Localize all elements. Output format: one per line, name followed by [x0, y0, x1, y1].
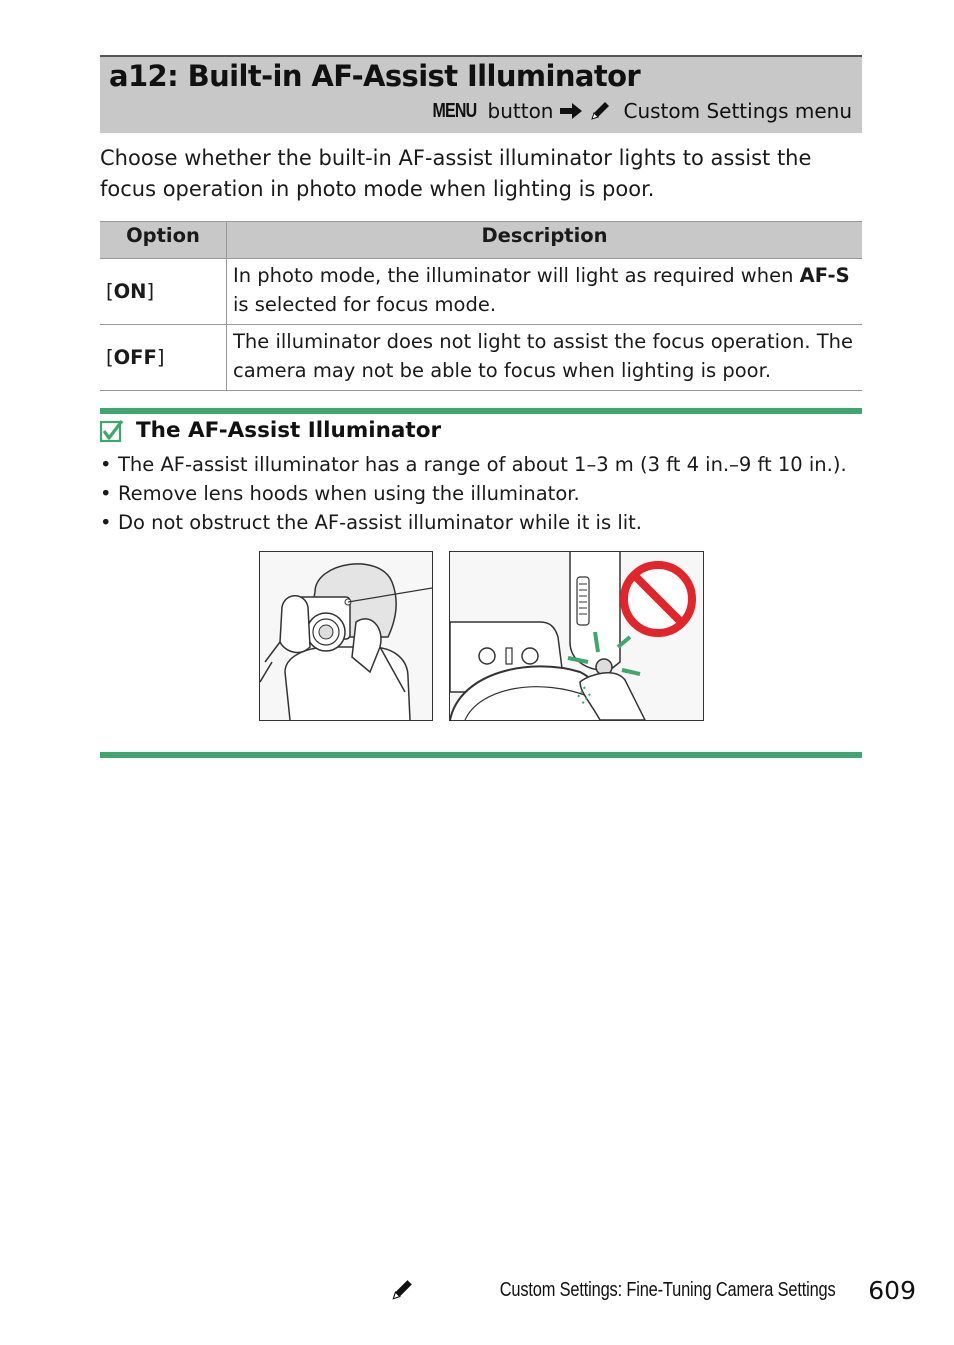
- menu-name: Custom Settings menu: [623, 99, 852, 123]
- menu-button-label: MENU: [432, 99, 477, 122]
- photographer-illustration: [259, 551, 433, 721]
- option-cell: [ON]: [100, 259, 227, 325]
- checkmark-icon: [100, 419, 124, 443]
- description-bold: AF-S: [799, 264, 850, 287]
- page-footer: [390, 1278, 836, 1302]
- note-bullets: [100, 450, 870, 537]
- option-off: OFF: [113, 346, 157, 369]
- page-number: 609: [868, 1276, 916, 1305]
- note-title: [100, 418, 441, 443]
- button-word: button: [487, 99, 554, 123]
- option-on: ON: [113, 280, 147, 303]
- description-text: In photo mode, the illuminator will light as required when: [233, 264, 800, 287]
- note-top-rule: [100, 408, 862, 414]
- option-cell: [OFF]: [100, 325, 227, 391]
- page-title: a12: Built-in AF-Assist Illuminator: [109, 59, 641, 93]
- obstruction-illustration: [449, 551, 704, 721]
- option-column-header: Option: [100, 222, 227, 259]
- note-bottom-rule: [100, 752, 862, 758]
- pencil-icon: [589, 100, 611, 122]
- table-row: [100, 259, 862, 325]
- obstruction-drawing: [450, 552, 703, 720]
- note-heading: The AF-Assist Illuminator: [136, 418, 442, 443]
- section-header: [100, 55, 862, 133]
- list-item: • Remove lens hoods when using the illuminator.: [100, 479, 870, 508]
- description-column-header: Description: [227, 222, 863, 259]
- intro-paragraph: Choose whether the built-in AF-assist illuminator lights to assist the focus operation in photo mode when lighting is poor.: [100, 146, 812, 201]
- footer-section-title: Custom Settings: Fine-Tuning Camera Settings: [500, 1278, 836, 1301]
- table-header-row: [100, 222, 862, 259]
- arrow-right-icon: [559, 102, 583, 120]
- menu-path: [427, 99, 852, 123]
- list-item: • The AF-assist illuminator has a range of about 1–3 m (3 ft 4 in.–9 ft 10 in.).: [100, 450, 870, 479]
- list-item: • Do not obstruct the AF-assist illuminator while it is lit.: [100, 508, 870, 537]
- description-cell: [227, 325, 863, 391]
- pencil-icon: [390, 1278, 414, 1302]
- table-row: [100, 325, 862, 391]
- description-cell: [227, 259, 863, 325]
- photographer-drawing: [260, 552, 432, 720]
- description-text: The illuminator does not light to assist the focus operation. The camera may not be able to focus when lighting is poor.: [233, 330, 853, 382]
- options-table: [100, 221, 862, 391]
- description-text-end: is selected for focus mode.: [233, 293, 497, 316]
